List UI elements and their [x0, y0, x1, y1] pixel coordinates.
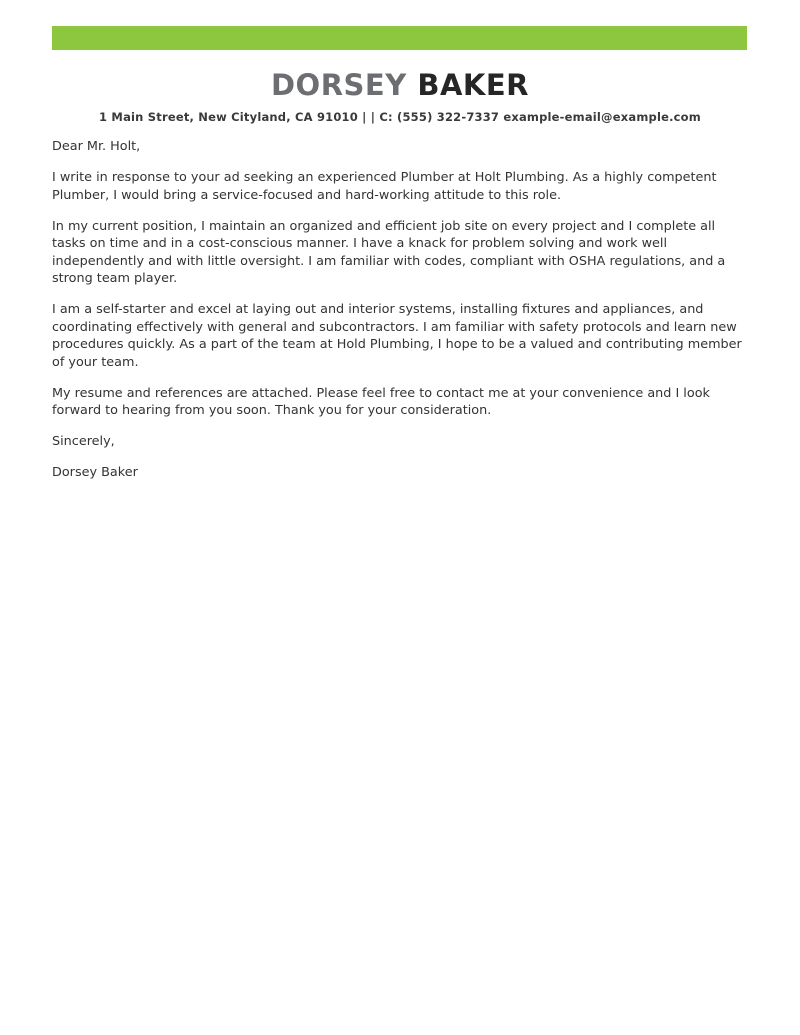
- salutation: Dear Mr. Holt,: [52, 139, 141, 154]
- paragraph-4: My resume and references are attached. Please feel free to contact me at your convenience and I look forward to hearing from you soon. Thank you for your consideration.: [52, 385, 710, 418]
- candidate-first-name: DORSEY: [270, 68, 407, 102]
- letter-header: [0, 70, 800, 124]
- signature: Dorsey Baker: [52, 465, 138, 480]
- closing: Sincerely,: [52, 434, 115, 449]
- paragraph-2: In my current position, I maintain an organized and efficient job site on every project and I complete all tasks on time and in a cost-conscious manner. I have a knack for problem solving and work well independently and with little oversight. I am familiar with codes, compliant with OSHA regulations, and a strong team player.: [52, 218, 726, 286]
- candidate-last-name: BAKER: [417, 68, 530, 102]
- paragraph-1: I write in response to your ad seeking an experienced Plumber at Holt Plumbing. As a highly competent Plumber, I would bring a service-focused and hard-working attitude to this role.: [52, 170, 717, 203]
- contact-info: 1 Main Street, New Cityland, CA 91010 | | C: (555) 322-7337 example-email@example.com: [99, 109, 701, 124]
- candidate-name: [0, 70, 800, 102]
- accent-bar: [52, 26, 747, 50]
- letter-body: [52, 138, 748, 495]
- paragraph-3: I am a self-starter and excel at laying out and interior systems, installing fixtures and appliances, and coordinating effectively with general and subcontractors. I am familiar with safety protocols and learn new procedures quickly. As a part of the team at Hold Plumbing, I hope to be a valued and contributing member of your team.: [52, 302, 742, 370]
